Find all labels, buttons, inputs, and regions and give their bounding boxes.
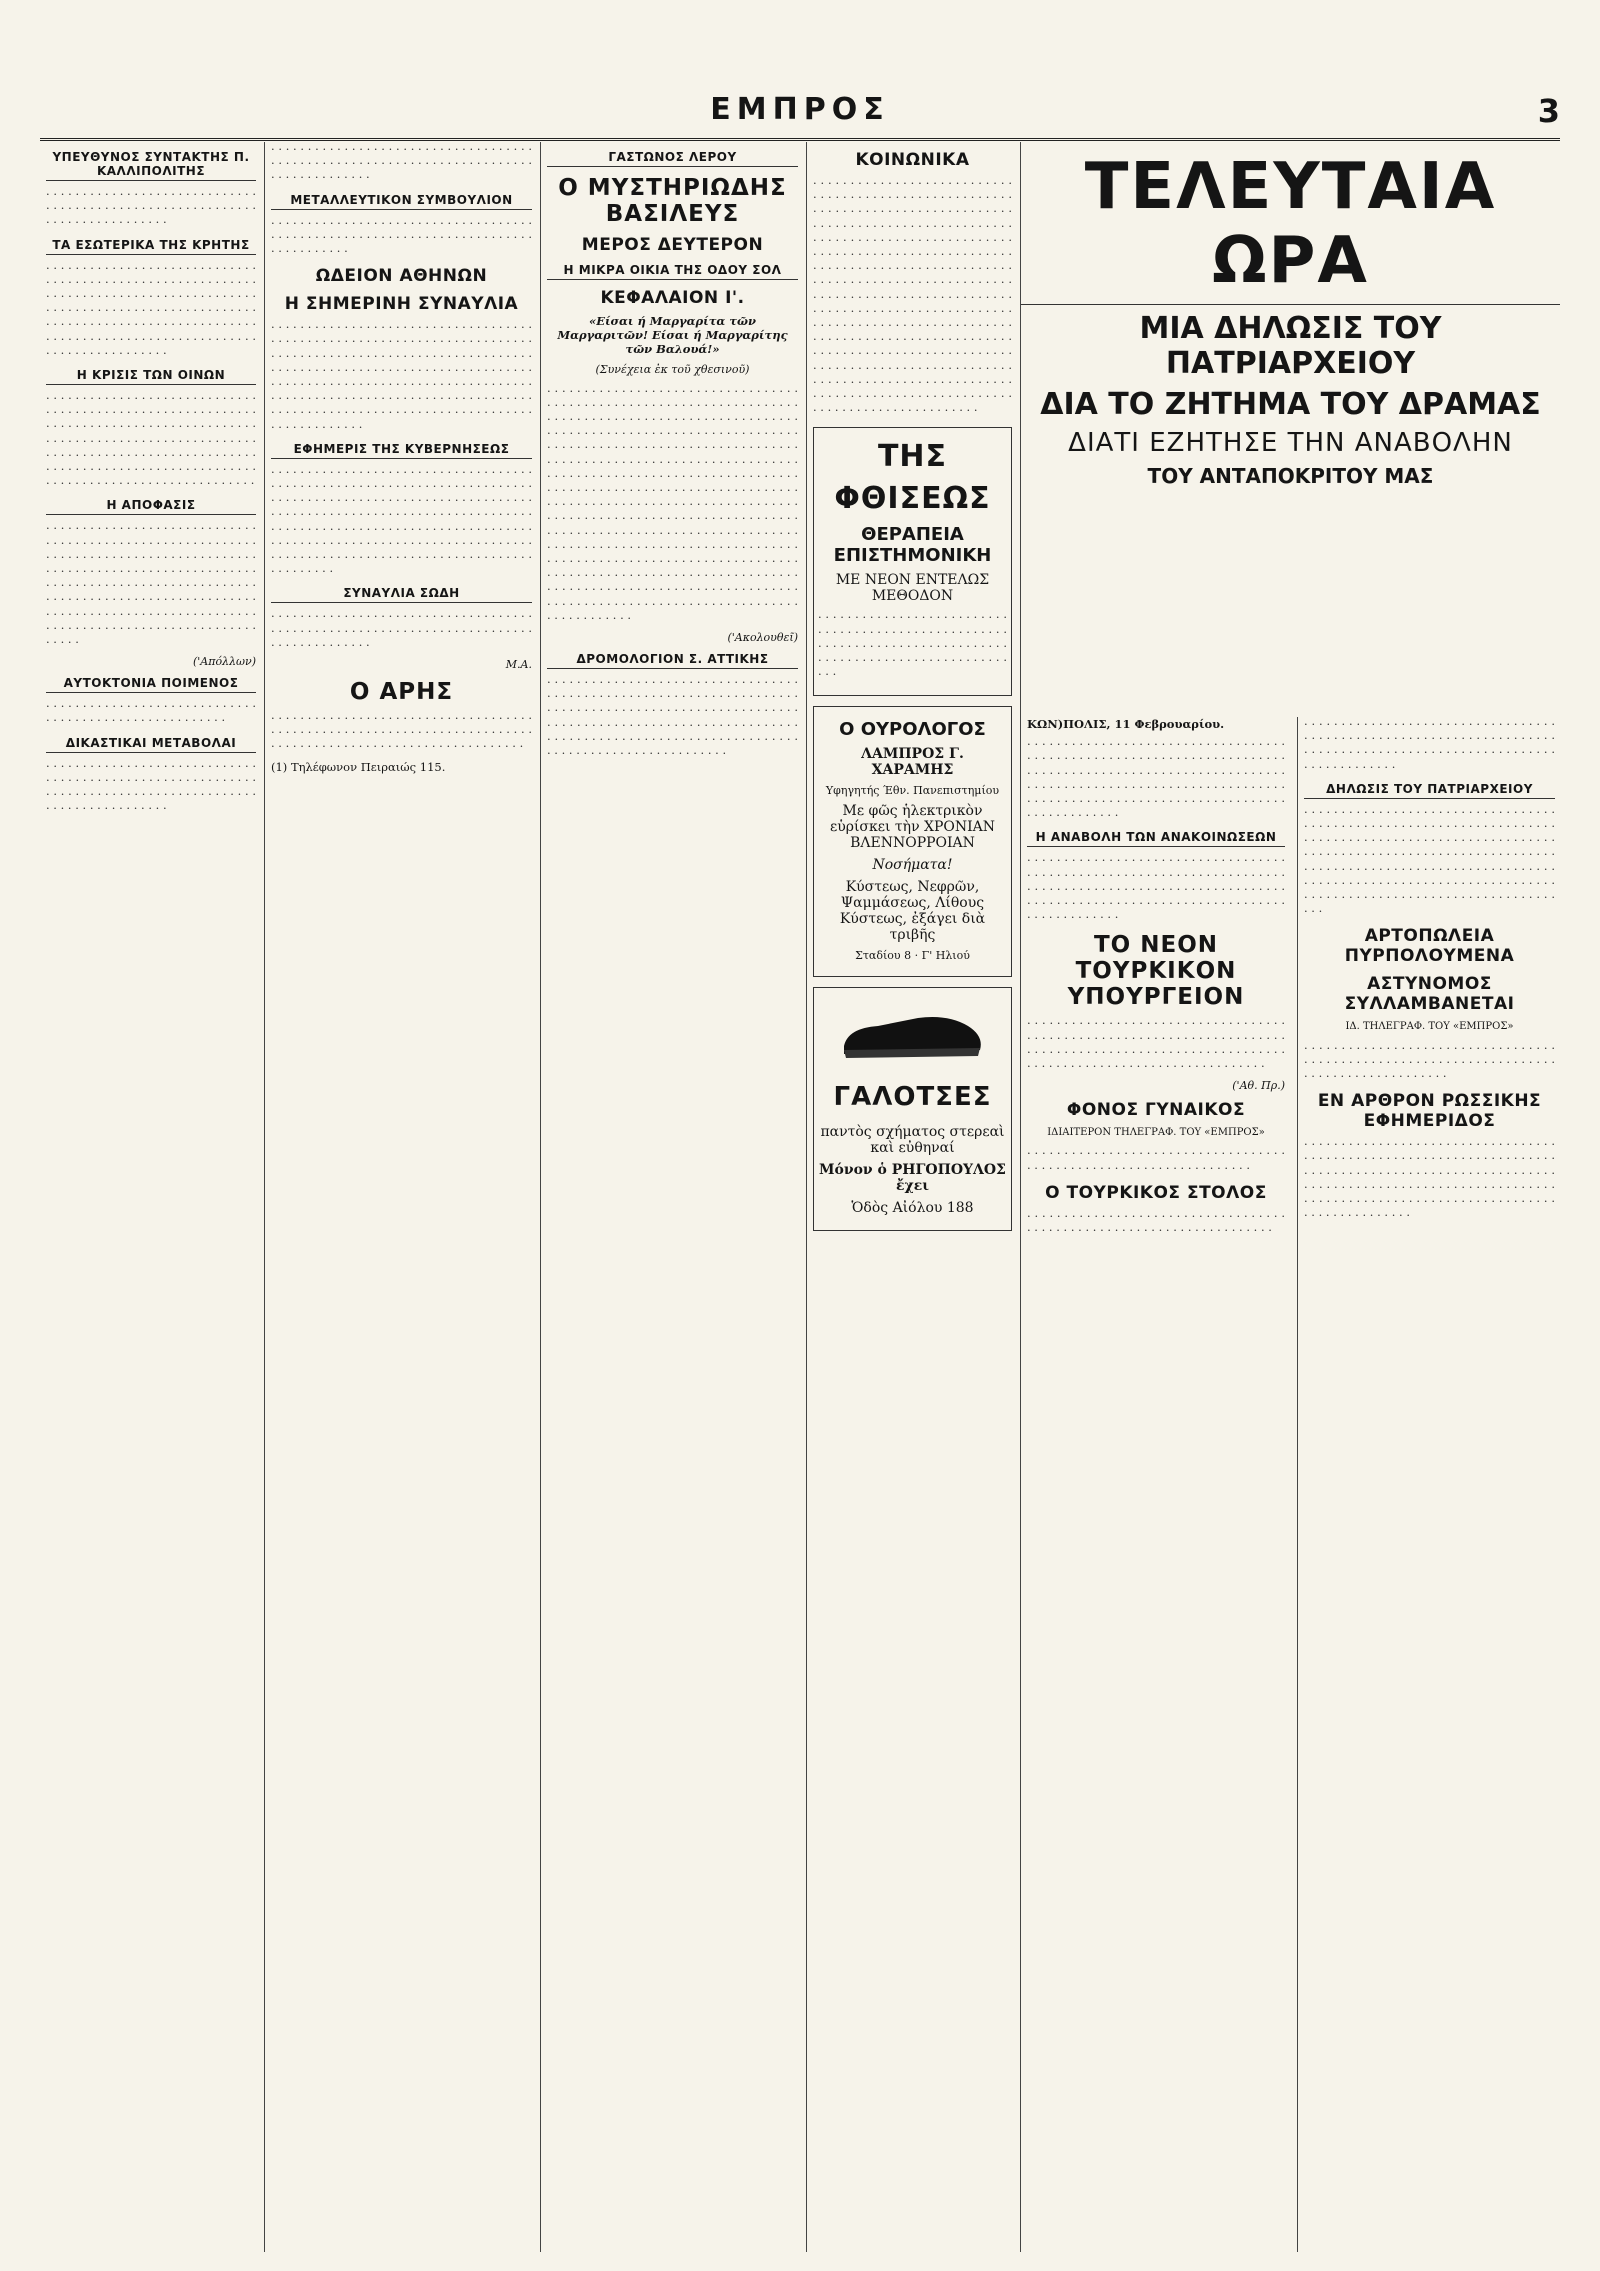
divider [1021,304,1560,305]
article-text: · · · · · · · · · · · · · · · · · · · · · · · · · · · · · · · · · · · · · · · · · · · · · · · · · · · · · · · · · · · · · · · · · · · · · · · · · · · · · · · · · · · · · · · · · · · · · · · · · · · · · · · · · · · · · · · · · · · · · · · · · · · · · · · · · · · · · · · · · · [1027,1016,1285,1074]
heading-astynomos: ΑΣΤΥΝΟΜΟΣ ΣΥΛΛΑΜΒΑΝΕΤΑΙ [1344,974,1515,1015]
ad-blennorroia: Με φῶς ἡλεκτρικὸν εὑρίσκει τὴν ΧΡΟΝΙΑΝ ΒΛΕΝΝΟΡΡΟΙΑΝ [829,803,996,852]
heading-synavlia: Η ΣΗΜΕΡΙΝΗ ΣΥΝΑΥΛΙΑ [284,294,519,315]
last-hour-title: ΤΕΛΕΥΤΑΙΑ ΩΡΑ [1084,150,1497,298]
article-text: · · · · · · · · · · · · · · · · · · · · · · · · · · · · · · · · · · · · · · · · · · · · · · · · · · · · · · · · · · · · · · · · · · · · · · · · · · · · · · · · · · · · · · · · · · · · · · · · · · · · · · · · · · · · · · · · · · · · · · · · · · · · · · · · · · · · · · · · · · · · · · · · · · · · · · · · · · · · · · · · · · · · · · · · · · · · · · · · · · · · · · · · · · · · · · · · · · · · · · · · · · · [46,391,256,491]
heading-dikastikai: ΔΙΚΑΣΤΙΚΑΙ ΜΕΤΑΒΟΛΑΙ [46,736,256,753]
ad-galotses-title: ΓΑΛΟΤΣΕΣ [833,1082,992,1113]
column-2 [264,142,538,2252]
serial-part: ΜΕΡΟΣ ΔΕΥΤΕΡΟΝ [581,235,764,255]
article-text: · · · · · · · · · · · · · · · · · · · · · · · · · · · · · · · · · · · · · · · · · · · · · · · · · · · · · · · · · · · · · · · · · · · · · · · · · · · · · · · · · · · · · · · · · · · · · · · · · · · · · · · · · · · · · · · · · · · · · · · · · · · · · · · · · · · · · · · · · · · · · · · · · · · · · · · · · · · · · · · · · · · · · · · · · · · · · · · · · · · · · · · · · · · · · · · · · · · · · · · · · · · · · · · · · · · · · · · · · · · · · · · · · · · · · · · · · · · · · [46,521,256,650]
ad-ourologos-title: Ο ΟΥΡΟΛΟΓΟΣ [839,719,986,741]
column-5-left [1027,717,1285,2252]
artopoleia-sub: ΙΔ. ΤΗΛΕΓΡΑΦ. ΤΟΥ «ΕΜΠΡΟΣ» [1345,1021,1514,1033]
heading-apofasis: Η ΑΠΟΦΑΣΙΣ [46,498,256,515]
ad-nosimata: Νοσήματα! [872,857,953,874]
ad-university: Υφηγητής Έθν. Πανεπιστημίου [825,784,1000,798]
article-text: · · · · · · · · · · · · · · · · · · · · · · · · · · · · · · · · · · · · · · · · · · · · · · · · · · · · · · · · · · · · · · · · · · · · · · · · · · · · · · · · · · · · · · · · · · · · · · · · · · · · · · · · · · · · · · · · · · · · · · · · · · · · · · · · · · · · · · · · · · · · · · · · · · · · · · · · · · · · · · · · · · · · · · · · · · · · · · · · · · · · · · · · · [1304,1137,1555,1223]
ad-methodon: ΜΕ ΝΕΟΝ ΕΝΤΕΛΩΣ ΜΕΘΟΔΟΝ [835,572,990,605]
ad-fthiseos [813,427,1012,696]
last-hour-sub2: ΔΙΑ ΤΟ ΖΗΤΗΜΑ ΤΟΥ ΔΡΑΜΑΣ [1040,387,1541,422]
heading-odeion: ΩΔΕΙΟΝ ΑΘΗΝΩΝ [315,266,488,287]
ad-galotses-desc: παντὸς σχήματος στερεαὶ καὶ εὐθηναί [820,1124,1005,1157]
signature-akolouthei: ('Ακολουθεῖ) [727,631,798,645]
serial-title: Ο ΜΥΣΤΗΡΙΩΔΗΣ ΒΑΣΙΛΕΥΣ [558,175,787,227]
heading-dilosis: ΔΗΛΩΣΙΣ ΤΟΥ ΠΑΤΡΙΑΡΧΕΙΟΥ [1304,782,1555,799]
ad-text: · · · · · · · · · · · · · · · · · · · · · · · · · · · · · · · · · · · · · · · · · · · · · · · · · · · · · · · · · · · · · · · · · · · · · · · · · · · · · · · · · · · · · · · · · · · · · · · · · · · · · · · · · · · [818,610,1007,682]
ad-galotses-shop: Μόνον ὁ ΡΗΓΟΠΟΥΛΟΣ ἔχει [819,1162,1006,1195]
heading-aris: Ο ΑΡΗΣ [349,679,454,706]
ad-ourologos [813,706,1012,977]
masthead [40,92,1560,141]
heading-krisis: Η ΚΡΙΣΙΣ ΤΩΝ ΟΙΝΩΝ [46,368,256,385]
heading-efimeris: ΕΦΗΜΕΡΙΣ ΤΗΣ ΚΥΒΕΡΝΗΣΕΩΣ [271,442,532,459]
article-text: · · · · · · · · · · · · · · · · · · · · · · · · · · · · · · · · · · · · · · · · · · · · · · · · · · · · · · · · · · · · · · · · · · · · · · · · · · · · · · · · · · · · · · · · · · · · · · · · · · · · · · · · · · · · · · · · · · · · · · · · · · · · · · · · · · · · · · · · · · · · · · · · · · · · · · · · · · · · · · · · · · · · · · · · · · · · · · · · · · · · · · · · · · · · · · · · · · · · · · · · · · · · · · · · · · · · · · · · · · · · · · · · · · · · · · · · · · · · · · · · · · · · · · · · · · · · · · · · · · · · · [271,464,532,579]
ad-galotses [813,987,1012,1231]
last-hour-sub3: ΔΙΑΤΙ ΕΖΗΤΗΣΕ ΤΗΝ ΑΝΑΒΟΛΗΝ [1068,428,1513,458]
ad-doctor: ΛΑΜΠΡΟΣ Γ. ΧΑΡΑΜΗΣ [861,746,964,779]
ad-stadiou: Σταδίου 8 · Γ' Ηλιού [855,949,970,963]
signature-apollon: ('Απόλλων) [192,655,256,669]
galoshes-icon [838,1006,988,1062]
heading-stolos: Ο ΤΟΥΡΚΙΚΟΣ ΣΤΟΛΟΣ [1045,1182,1267,1203]
column-1 [40,142,262,2252]
heading-anavoli: Η ΑΝΑΒΟΛΗ ΤΩΝ ΑΝΑΚΟΙΝΩΣΕΩΝ [1027,830,1285,847]
article-text: · · · · · · · · · · · · · · · · · · · · · · · · · · · · · · · · · · · · · · · · · · · · · · · · · · · · · · · · · · · · · · · · · · · · · · · · · · · · · · · · · · · · · · · · · · · · · · · · · · · · · · · · · · · · · · · · · · · [1304,717,1555,774]
heading-fonos: ΦΟΝΟΣ ΓΥΝΑΙΚΟΣ [1066,1100,1246,1121]
article-text: · · · · · · · · · · · · · · · · · · · · · · · · · · · · · · · · · · · · · · · · · · · · · · · · · · · · · · · · · · · · · · · · · · · · · · · · · · · · · · · · · · · · · · · · · · · · · · · · · · · · · · · · · · · · · · · · · · · · · · · · · · · · · · · · · · · · · · · · · · · · · · · · · · · · · · · · · · · · · · · · · · · · · · · · · · · · · · · · · · · · · · · · · · · · · · · · · · · [547,675,798,761]
article-text: · · · · · · · · · · · · · · · · · · · · · · · · · · · · · · · · · · · · · · · · · · · · · · · · · · · · · · · · · · · · · · · · · · · · · · · · · · · · · · · · · · · · · · · · · · · · · · · · · · · · · · · · · · · · · · · · · · · · · · · · · · · · · · · · · · · · · · · · · · · · · · · · · · · · · · · · · · · · · · · · · · · · · · · · · · · · · · · · · · · · · · · · · · · · [1027,737,1285,823]
article-text: · · · · · · · · · · · · · · · · · · · · · · · · · · · · · · · · · · · · · · · · · · · · · · · · · · · · · · · · · · · · · · · · · · · · · · · · · · · · · · · · · · · · · · · · · · · · · · · · · · · · · · · · · · · · · · · · · · · · · · · · · · · · · · · · · · · · · · · · · · · · · · · · · · · · · · · · · · · · · · · · · · · · · · · · · · · · · · · · · · · · · · · · · · · · · · · · · · · · · · · · · · · · · · · · · · · · · · · · · · · · · · · · · · · · · · · · · · · · · · · · · · · · · · · · · · · · · · · · · · · · · · · · · [271,320,532,434]
last-hour-sub1: ΜΙΑ ΔΗΛΩΣΙΣ ΤΟΥ ΠΑΤΡΙΑΡΧΕΙΟΥ [1139,311,1442,381]
serial-epigraph: «Είσαι ή Μαργαρίτα τῶν Μαργαριτῶν! Είσαι ή Μαργαρίτης τῶν Βαλουά!» [557,314,788,357]
article-text: · · · · · · · · · · · · · · · · · · · · · · · · · · · · · · · · · · · · · · · · · · · · · · · · · · · · · · · · · · · · · · · · · · · · · · · · · · · · · · · · · · · · · · · · · · · · · · · · · · · · · · · · [46,758,256,816]
last-hour-sub4: ΤΟΥ ΑΝΤΑΠΟΚΡΙΤΟΥ ΜΑΣ [1147,464,1434,488]
ad-fthiseos-title: ΤΗΣ ΦΘΙΣΕΩΣ [834,439,991,517]
serial-subtitle: Η ΜΙΚΡΑ ΟΙΚΙΑ ΤΗΣ ΟΔΟΥ ΣΟΛ [547,263,798,280]
article-text: · · · · · · · · · · · · · · · · · · · · · · · · · · · · · · · · · · · · · · · · · · · · · · · · · · · · · · · · · · · · · · · · · · · · · · · · · · · · · · · · · · · · · · [271,609,532,652]
ad-therapeia: ΘΕΡΑΠΕΙΑ ΕΠΙΣΤΗΜΟΝΙΚΗ [833,524,992,567]
article-text: · · · · · · · · · · · · · · · · · · · · · · · · · · · · · · · · · · · · · · · · · · · · · · · · · · · · · · · · · · · · · · · · · · [1027,1146,1285,1175]
article-text: · · · · · · · · · · · · · · · · · · · · · · · · · · · · · · · · · · · · · · · · · · · · · · · · · · · · · · · · · · · · · · · · · · · · · · · · · · · [46,187,256,230]
heading-aftoktonia: ΑΥΤΟΚΤΟΝΙΑ ΠΟΙΜΕΝΟΣ [46,676,256,693]
heading-synavlia-sdafi: ΣΥΝΑΥΛΙΑ ΣΩΔΗ [271,586,532,603]
article-text: · · · · · · · · · · · · · · · · · · · · · · · · · · · · · · · · · · · · · · · · · · · · · · · · · · · · · · · · · · · · · · · · · · · · · · · · · · · · · · · · · · · [271,215,532,259]
column-3 [540,142,804,2252]
article-text: · · · · · · · · · · · · · · · · · · · · · · · · · · · · · · · · · · · · · · · · · · · · · · · · · · · · · · · · · · · · · · · · · · · · · · · · · · · · · · · · · · · · · · · · · · · · · · · · · · · · · · · · · · · · · · · · · · · · · · · · · · · · · · · · · · · · · · · · · · · · · · · · · · · · · · · · · · · · · · · · · · · · · · · · · · · · · · · · · · · · · · · · · · · · · · · [46,260,256,360]
serial-continuation: (Συνέχεια ἐκ τοῦ χθεσινοῦ) [595,362,750,376]
article-text: · · · · · · · · · · · · · · · · · · · · · · · · · · · · · · · · · · · · · · · · · · · · · · · · · · · · · · · · · · · · · · · · · · · · · · · · · · · · · · · · · · · · · · · · [1304,1040,1555,1084]
masthead-title: ΕΜΠΡΟΣ [710,92,890,127]
aris-phone: (1) Τηλέφωνον Πειραιώς 115. [271,759,446,774]
column-4 [806,142,1018,2252]
ad-galotses-addr: Ὁδὸς Αἰόλου 188 [851,1200,974,1217]
signature-ath: ('Αθ. Πρ.) [1232,1079,1285,1093]
article-text: · · · · · · · · · · · · · · · · · · · · · · · · · · · · · · · · · · · · · · · · · · · · · · · · · · · · · · · · · · · · · · · · · · · · · · · · · · · · · · · · · · · · · · · · · · · · · · · · · · · · · · · · · · · · · · · · · · · · · · · · · · · · · · · · · · · · · · · · · · · · · · · · · · · · · · · · · · · · · · · · · · · · · · · · · · · · · · · · · · · · · · · · · · · · · · · · · · · · · · · · · · · · · · · · · · · · · · · · · · · · · · · · · · · · · · · · · · · · · · · · · · · · · · · · · · · · · · · · · · · · · · · · · · · · · · · · · · · · · · · · · · · · · · · · · · · · · · · · · · · · · · · · · · · · · · · · · · · · · · · · · · · · · · · · · · · · · · · · · · · · · · · · · · · · · · · · · · · · · · · · · · · · · · · · · · · · · · · · · · · · · · · · · · · · · · · · · · · · · · · · · · · · · · · · · · · · · · · · · · · · · · · · · · · · · · · · · · · · · · · · · · · · · · · · · · · · · · · [813,176,1012,418]
fonos-sub: ΙΔΙΑΙΤΕΡΟΝ ΤΗΛΕΓΡΑΦ. ΤΟΥ «ΕΜΠΡΟΣ» [1047,1127,1265,1139]
heading-dromologion: ΔΡΟΜΟΛΟΓΙΟΝ Σ. ΑΤΤΙΚΗΣ [547,652,798,669]
heading-neon-ypourgeion: ΤΟ ΝΕΟΝ ΤΟΥΡΚΙΚΟΝ ΥΠΟΥΡΓΕΙΟΝ [1067,932,1245,1011]
heading-artopoleia: ΑΡΤΟΠΩΛΕΙΑ ΠΥΡΠΟΛΟΥΜΕΝΑ [1344,926,1515,967]
column-5-right [1297,717,1555,2252]
article-text: · · · · · · · · · · · · · · · · · · · · · · · · · · · · · · · · · · · · · · · · · · · · · · · · · · · · · · [46,699,256,728]
article-text: · · · · · · · · · · · · · · · · · · · · · · · · · · · · · · · · · · · · · · · · · · · · · · · · · · · · · · · · · · · · · · · · · · · · · · · · · · · · · · · · · · · · · · · · · · · · · · · · · · · · · · · · · · · [271,711,532,754]
ad-kystewn: Κύστεως, Νεφρῶν, Ψαμμάσεως, Λίθους Κύστεως, ἐξάγει διὰ τριβῆς [839,879,986,944]
article-text: · · · · · · · · · · · · · · · · · · · · · · · · · · · · · · · · · · · · · · · · · · · · · · · · · · · · · · · · · · · · · · · · · · · · · · · · · · · · · · · · · · · · · · [271,142,532,185]
article-text: · · · · · · · · · · · · · · · · · · · · · · · · · · · · · · · · · · · · · · · · · · · · · · · · · · · · · · · · · · · · · · · · · · · · · · · · · · · · · · · · · · · · · · · · · · · · · · · · · · · · · · · · · · · · · · · · · · · · · · · · · · · · · · · · · · · · · · · · · · · · · · · · · · · · · · · · · · · · · · · · · · · · · · · · · · · · · · · · · · · · · · · · · · · · · · · · · · · · · · · · · · · · · · · · · · · · · · · · · · · · · · · · · · · · · · · · · · · · · · · · · · · · · · · · · · · · · · · · · · · · · · · · · · · · · · · · · · · · · · · · · · · · · · · · · · · · · · · · · · · · · · · · · · · · · · · · · · · · · · · · · · · · · · · · · · · · · · · · · · · · · · · · · · · · · · · · · · · · · · · · · · · · · · · · · · · · · · · · · · · · · · · · · · · · · · · · · · · · · · · · · · · · · · · · · · · · · · · · · · · · · · · · · · · · · · · · · · · · · · · · · · · · · · · · · · · · · · · · · · · · · · · · · · · · · · · · · · · · · · · · · · · · · · · · · · · · · · · · · · · · · · · · · · · · · · · · · · · · · · · · · · · · · · · · · · · · · · · · · · · · · · · · · · · · · · · · · · · · [547,383,798,625]
serial-author: ΓΑΣΤΩΝΟΣ ΛΕΡΟΥ [547,150,798,167]
column-5 [1020,142,1560,2252]
article-text: · · · · · · · · · · · · · · · · · · · · · · · · · · · · · · · · · · · · · · · · · · · · · · · · · · · · · · · · · · · · · · · · · · · · · · · · · · · · · · · · · · · · · · · · · · · · · · · · · · · · · · · · · · · · · · · · · · · · · · · · · · · · · · · · · · · · · · · · · · · · · · · · · · · · · · · · · [1027,853,1285,925]
heading-koinonika: ΚΟΙΝΩΝΙΚΑ [855,150,970,170]
page-number: 3 [1537,92,1560,130]
heading-metallefsis: ΜΕΤΑΛΛΕΥΤΙΚΟΝ ΣΥΜΒΟΥΛΙΟΝ [271,193,532,210]
article-text: · · · · · · · · · · · · · · · · · · · · · · · · · · · · · · · · · · · · · · · · · · · · · · · · · · · · · · · · · · · · · · · · · · · · · · · · · · · · · · · · · · · · · · · · · · · · · · · · · · · · · · · · · · · · · · · · · · · · · · · · · · · · · · · · · · · · · · · · · · · · · · · · · · · · · · · · · · · · · · · · · · · · · · · · · · · · · · · · · · · · · · · · · · · · · · · · · · · · · · · · · · · · · · · · · · · · · · · · · · · · · · · · · · · · · · · · · · · · · · · · · [1304,804,1555,919]
heading-ypefthynos: ΥΠΕΥΘΥΝΟΣ ΣΥΝΤΑΚΤΗΣ Π. ΚΑΛΛΙΠΟΛΙΤΗΣ [46,150,256,181]
heading-arthron: ΕΝ ΑΡΘΡΟΝ ΡΩΣΣΙΚΗΣ ΕΦΗΜΕΡΙΔΟΣ [1317,1091,1542,1132]
article-text: · · · · · · · · · · · · · · · · · · · · · · · · · · · · · · · · · · · · · · · · · · · · · · · · · · · · · · · · · · · · · · · · · · · · · [1027,1208,1285,1238]
heading-eswterika: ΤΑ ΕΣΩΤΕΡΙΚΑ ΤΗΣ ΚΡΗΤΗΣ [46,238,256,255]
serial-chapter: ΚΕΦΑΛΑΙΟΝ Ι'. [600,288,745,308]
signature-ma: M.A. [505,658,532,672]
dateline: ΚΩΝ)ΠΟΛΙΣ, 11 Φεβρουαρίου. [1027,717,1225,731]
